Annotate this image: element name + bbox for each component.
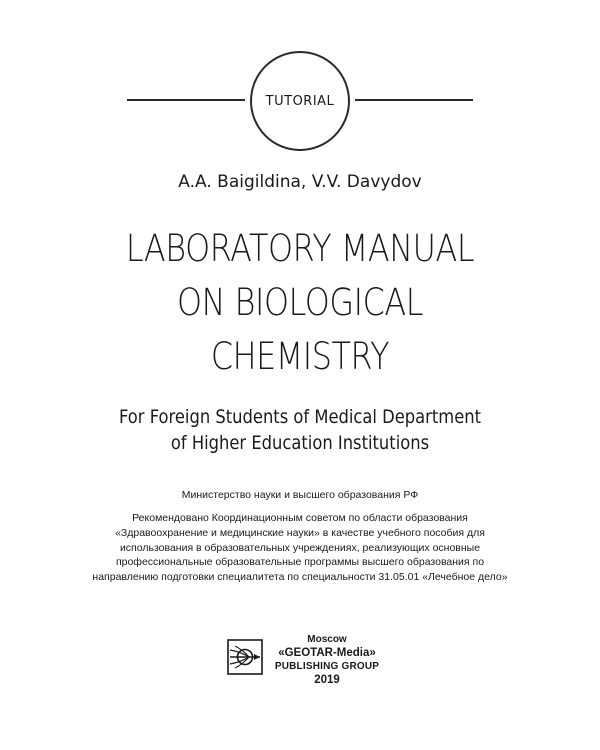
title-line: CHEMISTRY xyxy=(210,335,390,378)
authors: A.A. Baigildina, V.V. Davydov xyxy=(178,172,422,192)
badge-divider-left xyxy=(127,99,245,101)
ministry-line: Министерство науки и высшего образования РФ xyxy=(181,489,419,501)
badge-divider-right xyxy=(355,99,473,101)
recommendation-line: профессиональные образовательные программы высшего образования по xyxy=(115,556,485,569)
publisher-logo-icon xyxy=(227,639,263,675)
subtitle-line: For Foreign Students of Medical Department xyxy=(118,406,482,428)
recommendation-line: Рекомендовано Координационным советом по области образования xyxy=(132,512,468,524)
recommendation-text xyxy=(0,511,600,585)
publisher-block xyxy=(227,633,387,697)
recommendation-line: «Здравоохранение и медицинские науки» в качестве учебного пособия для xyxy=(115,526,485,539)
publisher-city: Moscow xyxy=(307,634,347,645)
tutorial-badge xyxy=(0,50,600,150)
book-subtitle xyxy=(42,404,558,456)
subtitle-line: of Higher Education Institutions xyxy=(170,432,430,454)
publisher-name: «GEOTAR-Media» xyxy=(278,647,376,659)
title-line: ON BIOLOGICAL xyxy=(176,281,424,324)
badge-circle xyxy=(250,51,350,151)
badge-label: TUTORIAL xyxy=(265,93,335,109)
title-line: LABORATORY MANUAL xyxy=(125,227,475,270)
recommendation-line: использования в образовательных учреждениях, реализующих основные xyxy=(119,541,481,554)
recommendation-line: направлению подготовки специалитета по специальности 31.05.01 «Лечебное дело» xyxy=(92,571,508,584)
book-title xyxy=(42,222,558,384)
publication-year: 2019 xyxy=(314,674,340,686)
publisher-group: PUBLISHING GROUP xyxy=(274,661,380,672)
publisher-text xyxy=(265,633,389,688)
